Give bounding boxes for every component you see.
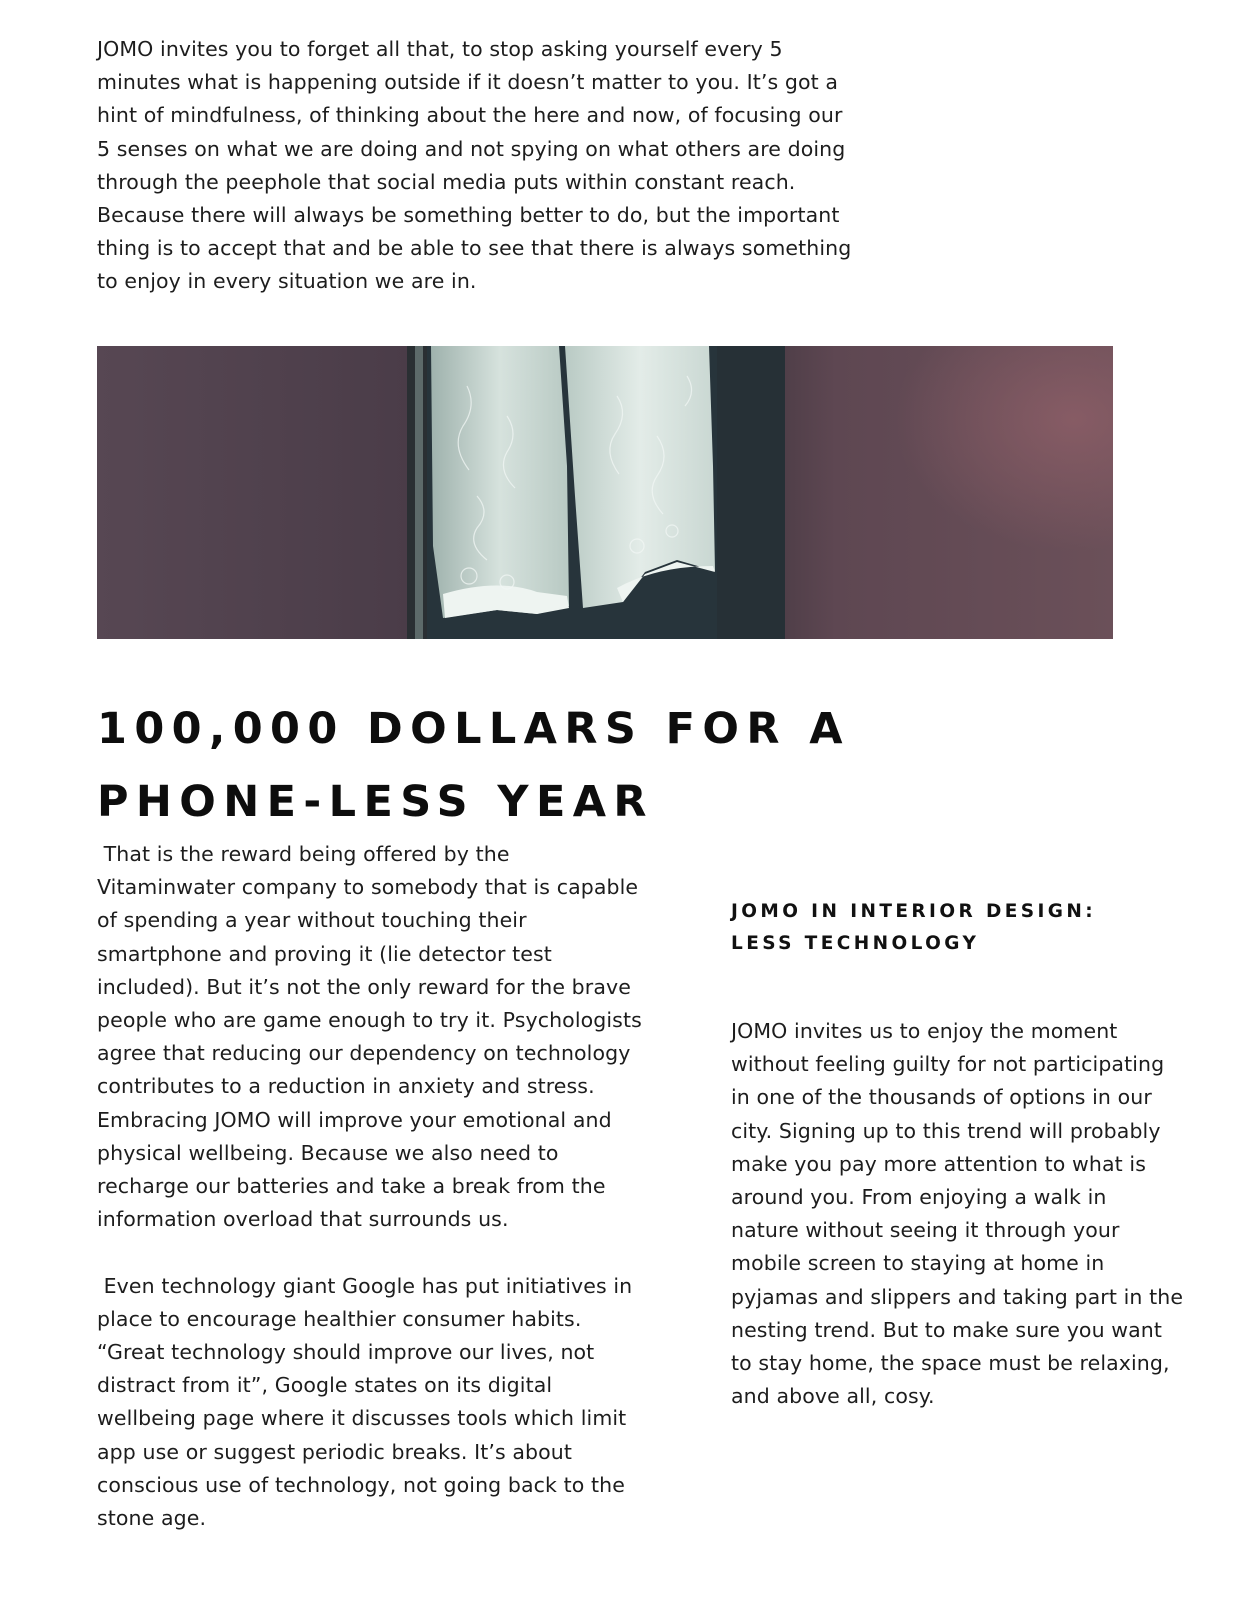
text-line: pyjamas and slippers and taking part in the (731, 1284, 1184, 1309)
intro-line: minutes what is happening outside if it doesn’t matter to you. It’s got a (97, 70, 839, 95)
text-line: people who are game enough to try it. Psychologists (97, 1008, 642, 1033)
text-line: to stay home, the space must be relaxing, (731, 1351, 1170, 1376)
intro-line: hint of mindfulness, of thinking about the here and now, of focusing our (97, 103, 843, 128)
text-line: contributes to a reduction in anxiety and stress. (97, 1074, 595, 1099)
text-line: and above all, cosy. (731, 1384, 935, 1409)
text-line: in one of the thousands of options in our (731, 1085, 1152, 1110)
sidebar-heading (731, 896, 1211, 960)
text-line: physical wellbeing. Because we also need to (97, 1140, 559, 1165)
text-line: city. Signing up to this trend will probably (731, 1118, 1161, 1143)
text-line: JOMO invites us to enjoy the moment (731, 1019, 1118, 1043)
headline-line-1: 100,000 DOLLARS FOR A (97, 704, 850, 754)
text-line: nesting trend. But to make sure you want (731, 1317, 1163, 1342)
text-line: Vitaminwater company to somebody that is capable (97, 875, 639, 900)
section-headline (97, 693, 997, 839)
text-line: agree that reducing our dependency on technology (97, 1041, 631, 1066)
text-line: included). But it’s not the only reward for the brave (97, 974, 631, 999)
sidebar-heading-line-2: LESS TECHNOLOGY (731, 933, 980, 954)
text-line: place to encourage healthier consumer habits. (97, 1306, 582, 1331)
text-line: around you. From enjoying a walk in (731, 1185, 1107, 1210)
text-line: “Great technology should improve our lives, not (97, 1340, 595, 1365)
sidebar-paragraph (731, 1015, 1221, 1413)
text-line: Embracing JOMO will improve your emotional and (97, 1107, 612, 1132)
text-line: make you pay more attention to what is (731, 1151, 1147, 1176)
intro-line: 5 senses on what we are doing and not spying on what others are doing (97, 136, 846, 161)
text-line: nature without seeing it through your (731, 1218, 1120, 1243)
text-line: mobile screen to staying at home in (731, 1251, 1105, 1276)
text-line: Even technology giant Google has put initiatives in (97, 1273, 633, 1298)
photo-illustration (97, 346, 1113, 639)
text-line: smartphone and proving it (lie detector test (97, 941, 552, 966)
text-line: stone age. (97, 1506, 207, 1531)
text-line: of spending a year without touching their (97, 908, 527, 933)
text-line: without feeling guilty for not participating (731, 1052, 1165, 1077)
curtain-left (431, 346, 569, 618)
left-column (97, 838, 697, 1535)
text-line: recharge our batteries and take a break from the (97, 1174, 606, 1199)
intro-line: thing is to accept that and be able to see that there is always something (97, 236, 852, 261)
text-line: distract from it”, Google states on its digital (97, 1373, 553, 1398)
text-line: information overload that surrounds us. (97, 1207, 509, 1232)
intro-line: through the peephole that social media puts within constant reach. (97, 169, 796, 194)
text-line: app use or suggest periodic breaks. It’s about (97, 1439, 573, 1464)
headline-line-2: PHONE-LESS YEAR (97, 777, 654, 827)
intro-paragraph (97, 33, 897, 299)
text-line: wellbeing page where it discusses tools which limit (97, 1406, 627, 1431)
window-curtain-photo (97, 346, 1113, 639)
sidebar-heading-line-1: JOMO IN INTERIOR DESIGN: (731, 901, 1097, 922)
text-line: conscious use of technology, not going back to the (97, 1472, 625, 1497)
google-paragraph (97, 1270, 697, 1536)
intro-line: JOMO invites you to forget all that, to stop asking yourself every 5 (97, 37, 783, 61)
intro-line: Because there will always be something better to do, but the important (97, 203, 840, 228)
reward-paragraph (97, 838, 697, 1236)
wall-left (97, 346, 417, 639)
intro-line: to enjoy in every situation we are in. (97, 269, 477, 294)
text-line: That is the reward being offered by the (97, 842, 510, 866)
